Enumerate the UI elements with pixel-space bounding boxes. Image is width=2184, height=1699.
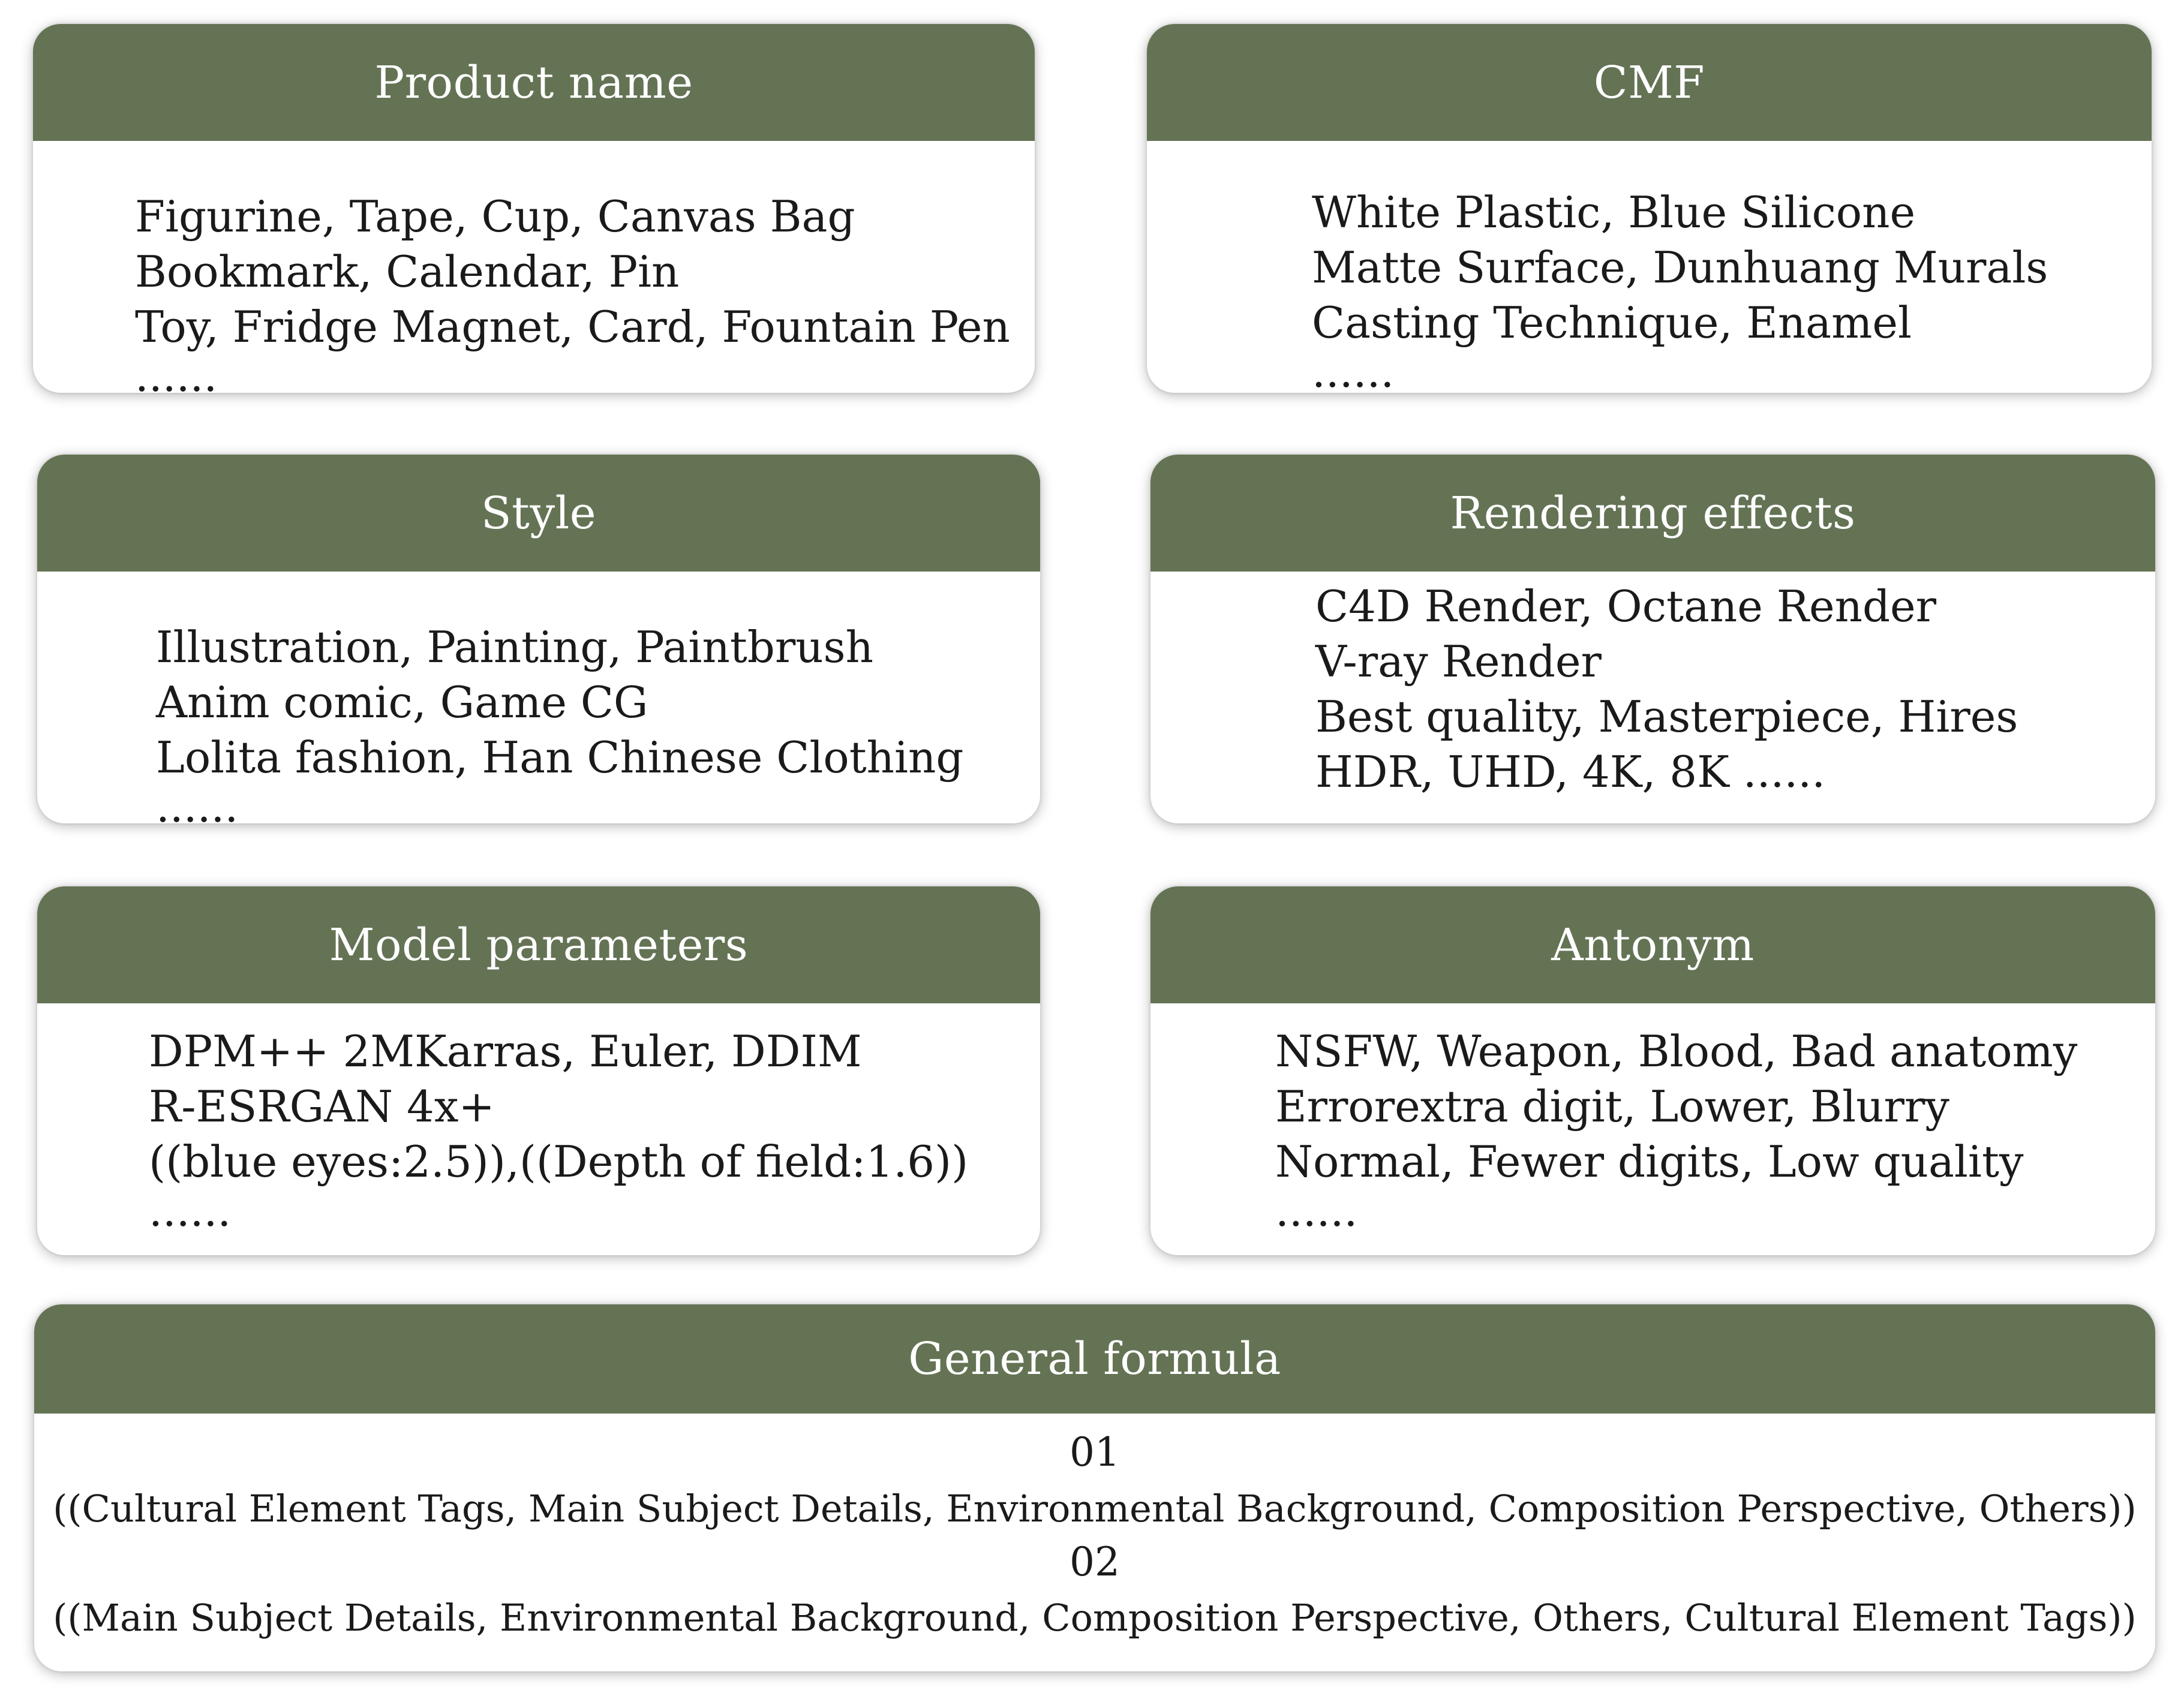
card-line: Matte Surface, Dunhuang Murals <box>1312 242 2048 293</box>
card-title-style: Style <box>37 455 1040 572</box>
card-style <box>37 455 1040 823</box>
card-line: ...... <box>156 781 239 823</box>
card-line: DPM++ 2MKarras, Euler, DDIM <box>149 1026 862 1076</box>
card-title-rendering-effects: Rendering effects <box>1150 455 2155 572</box>
card-line: R-ESRGAN 4x+ <box>149 1081 495 1132</box>
card-line: ...... <box>135 351 218 393</box>
card-title-model-parameters: Model parameters <box>37 886 1040 1003</box>
card-line: ...... <box>1312 347 1395 393</box>
card-line: Normal, Fewer digits, Low quality <box>1275 1136 2024 1187</box>
card-line: NSFW, Weapon, Blood, Bad anatomy <box>1275 1026 2078 1076</box>
card-body-cmf <box>1147 141 2152 393</box>
card-line: Figurine, Tape, Cup, Canvas Bag <box>135 191 855 242</box>
card-line: Bookmark, Calendar, Pin <box>135 246 680 297</box>
formula-number-01: 01 <box>1070 1429 1120 1475</box>
card-title-product-name: Product name <box>33 24 1035 141</box>
card-title-cmf: CMF <box>1147 24 2152 141</box>
formula-number-02: 02 <box>1070 1539 1120 1585</box>
formula-text-02: ((Main Subject Details, Environmental Background, Composition Perspective, Others, Cultural Element Tags)) <box>53 1596 2137 1640</box>
card-line: ...... <box>149 1186 232 1236</box>
card-body-product-name <box>33 141 1035 393</box>
card-line: Errorextra digit, Lower, Blurry <box>1275 1081 1949 1132</box>
card-general-formula <box>34 1304 2155 1671</box>
card-line: Toy, Fridge Magnet, Card, Fountain Pen <box>135 302 1010 352</box>
card-product-name <box>33 24 1035 393</box>
card-body-general-formula <box>34 1414 2155 1671</box>
card-title-general-formula: General formula <box>34 1304 2155 1414</box>
formula-text-01: ((Cultural Element Tags, Main Subject Details, Environmental Background, Composition Perspective, Others)) <box>53 1487 2137 1530</box>
card-line: White Plastic, Blue Silicone <box>1312 187 1916 237</box>
card-line: C4D Render, Octane Render <box>1315 581 1937 632</box>
card-line: ...... <box>1275 1186 1358 1236</box>
card-line: Illustration, Painting, Paintbrush <box>156 622 873 672</box>
card-body-rendering-effects <box>1150 572 2155 823</box>
card-line: Best quality, Masterpiece, Hires <box>1315 691 2018 742</box>
card-line: Casting Technique, Enamel <box>1312 297 1912 348</box>
card-model-parameters <box>37 886 1040 1255</box>
card-cmf <box>1147 24 2152 393</box>
card-body-style <box>37 572 1040 823</box>
card-line: Anim comic, Game CG <box>156 677 648 727</box>
card-line: ((blue eyes:2.5)),((Depth of field:1.6)) <box>149 1136 969 1187</box>
card-line: V-ray Render <box>1315 636 1602 687</box>
card-body-antonym <box>1150 1003 2155 1255</box>
card-line: Lolita fashion, Han Chinese Clothing <box>156 732 964 783</box>
card-line: HDR, UHD, 4K, 8K ...... <box>1315 747 1826 797</box>
card-title-antonym: Antonym <box>1150 886 2155 1003</box>
card-body-model-parameters <box>37 1003 1040 1255</box>
card-antonym <box>1150 886 2155 1255</box>
card-rendering-effects <box>1150 455 2155 823</box>
